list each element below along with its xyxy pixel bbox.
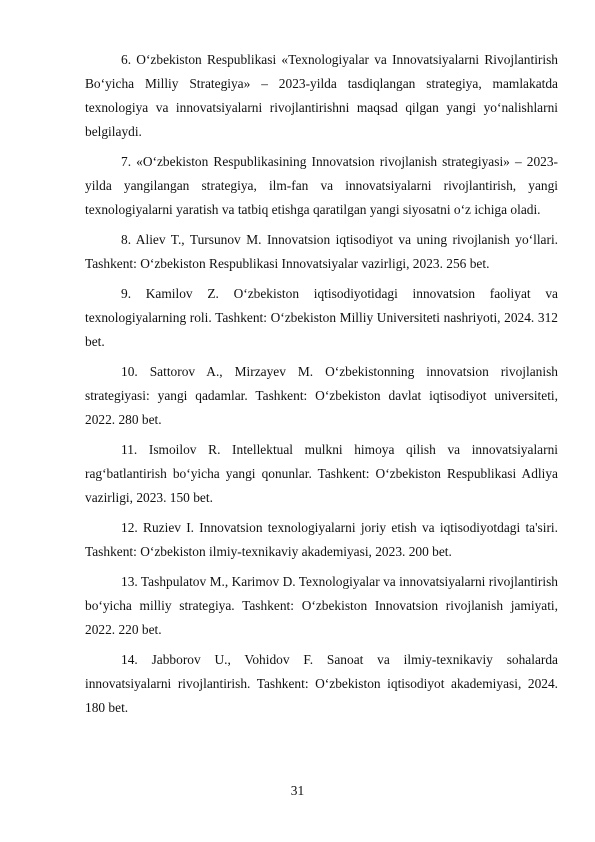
reference-item <box>85 282 558 354</box>
reference-item <box>85 228 558 276</box>
reference-list <box>85 48 558 726</box>
reference-number: 7. <box>121 154 132 169</box>
reference-number: 14. <box>121 652 138 667</box>
reference-text: Tashpulatov M., Karimov D. Texnologiyalar va innovatsiyalarni rivojlantirish bo‘yicha milliy strategiya. Tashkent: O‘zbekiston Innovatsion rivojlanish jamiyati, 2022. 220 bet. <box>85 574 558 637</box>
reference-text: O‘zbekiston Respublikasi «Texnologiyalar va Innovatsiyalarni Rivojlantirish Bo‘yicha Milliy Strategiya» – 2023-yilda tasdiqlangan strategiya, mamlakatda texnologiya va innovatsiyalarni rivojlantirishni maqsad qilgan yangi yo‘nalishlarni belgilaydi. <box>85 52 558 139</box>
reference-item <box>85 438 558 510</box>
reference-item <box>85 48 558 144</box>
reference-item <box>85 360 558 432</box>
reference-text: Aliev T., Tursunov M. Innovatsion iqtisodiyot va uning rivojlanish yo‘llari. Tashkent: O‘zbekiston Respublikasi Innovatsiyalar vazirligi, 2023. 256 bet. <box>85 232 559 271</box>
reference-number: 6. <box>121 52 132 67</box>
reference-number: 13. <box>121 574 138 589</box>
reference-number: 11. <box>121 442 138 457</box>
reference-text: Ismoilov R. Intellektual mulkni himoya qilish va innovatsiyalarni rag‘batlantirish bo‘yicha yangi qonunlar. Tashkent: O‘zbekiston Respublikasi Adliya vazirligi, 2023. 150 bet. <box>85 442 558 505</box>
reference-item <box>85 570 558 642</box>
reference-item <box>85 516 558 564</box>
reference-text: «O‘zbekiston Respublikasining Innovatsion rivojlanish strategiyasi» – 2023-yilda yangilangan strategiya, ilm-fan va innovatsiyalarni rivojlantirish, yangi texnologiyalarni yaratish va tatbiq etishga qaratilgan yangi siyosatni o‘z ichiga oladi. <box>85 154 558 217</box>
reference-text: Jabborov U., Vohidov F. Sanoat va ilmiy-texnikaviy sohalarda innovatsiyalarni rivojlantirish. Tashkent: O‘zbekiston iqtisodiyot akademiyasi, 2024. 180 bet. <box>85 652 559 715</box>
reference-number: 10. <box>121 364 138 379</box>
page-number: 31 <box>290 783 305 798</box>
reference-text: Kamilov Z. O‘zbekiston iqtisodiyotidagi innovatsion faoliyat va texnologiyalarning roli. Tashkent: O‘zbekiston Milliy Universiteti nashriyoti, 2024. 312 bet. <box>85 286 558 349</box>
reference-text: Ruziev I. Innovatsion texnologiyalarni joriy etish va iqtisodiyotdagi ta'siri. Tashkent: O‘zbekiston ilmiy-texnikaviy akademiyasi, 2023. 200 bet. <box>85 520 558 559</box>
reference-number: 8. <box>121 232 132 247</box>
reference-text: Sattorov A., Mirzayev M. O‘zbekistonning innovatsion rivojlanish strategiyasi: yangi qadamlar. Tashkent: O‘zbekiston davlat iqtisodiyot universiteti, 2022. 280 bet. <box>85 364 558 427</box>
reference-number: 9. <box>121 286 132 301</box>
reference-number: 12. <box>121 520 138 535</box>
reference-item <box>85 648 558 720</box>
reference-item <box>85 150 558 222</box>
